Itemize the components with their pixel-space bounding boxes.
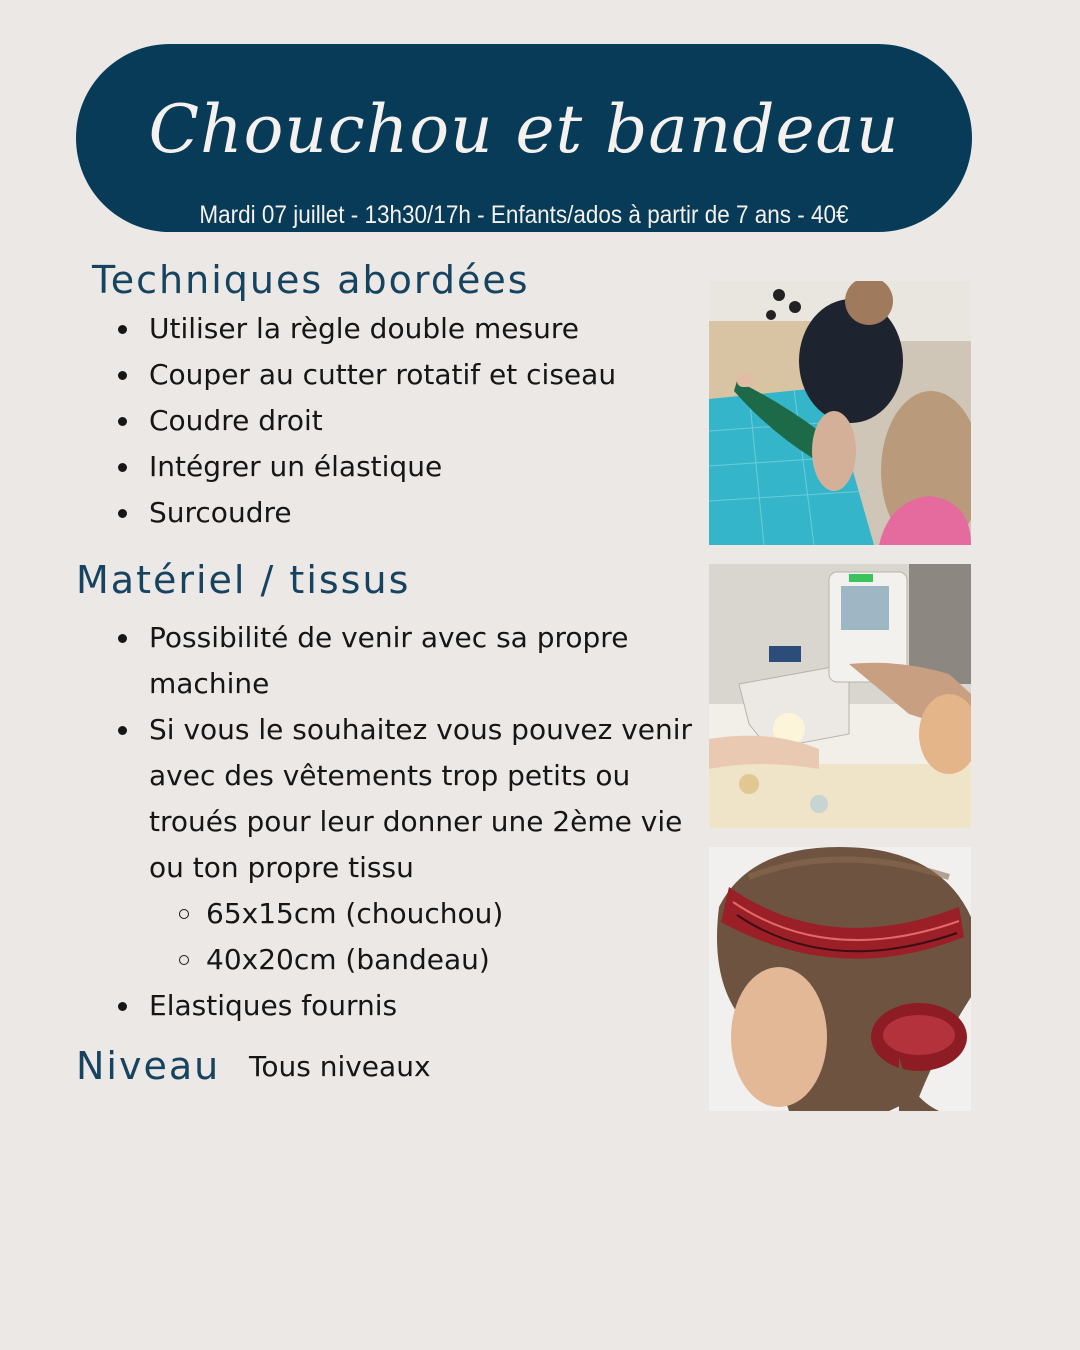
sewing-machine-image — [709, 564, 971, 828]
materiel-heading: Matériel / tissus — [76, 558, 411, 602]
fabric-size-list — [149, 891, 696, 983]
event-details: Mardi 07 juillet - 13h30/17h - Enfants/ados à partir de 7 ans - 40€ — [199, 201, 849, 229]
materiel-list — [76, 615, 696, 1029]
list-item-text: Si vous le souhaitez vous pouvez venir avec des vêtements trop petits ou troués pour leur donner une 2ème vie ou ton propre tissu — [149, 713, 693, 884]
list-item: Surcoudre — [76, 490, 686, 536]
niveau-heading: Niveau — [76, 1044, 221, 1088]
photo-headband-scrunchie — [709, 847, 971, 1111]
list-item: Intégrer un élastique — [76, 444, 686, 490]
sub-list-item: 40x20cm (bandeau) — [149, 937, 696, 983]
list-item: Elastiques fournis — [76, 983, 696, 1029]
techniques-heading: Techniques abordées — [92, 258, 530, 302]
list-item: Possibilité de venir avec sa propre machine — [76, 615, 696, 707]
techniques-list — [76, 306, 686, 536]
list-item: Coudre droit — [76, 398, 686, 444]
page-title: Chouchou et bandeau — [148, 91, 900, 168]
list-item — [76, 707, 696, 983]
list-item: Couper au cutter rotatif et ciseau — [76, 352, 686, 398]
sub-list-item: 65x15cm (chouchou) — [149, 891, 696, 937]
list-item: Utiliser la règle double mesure — [76, 306, 686, 352]
niveau-value: Tous niveaux — [249, 1050, 431, 1083]
photo-cutting-fabric — [709, 281, 971, 545]
cutting-fabric-image — [709, 281, 971, 545]
photo-sewing-machine — [709, 564, 971, 828]
headband-scrunchie-image — [709, 847, 971, 1111]
title-banner — [76, 44, 972, 232]
